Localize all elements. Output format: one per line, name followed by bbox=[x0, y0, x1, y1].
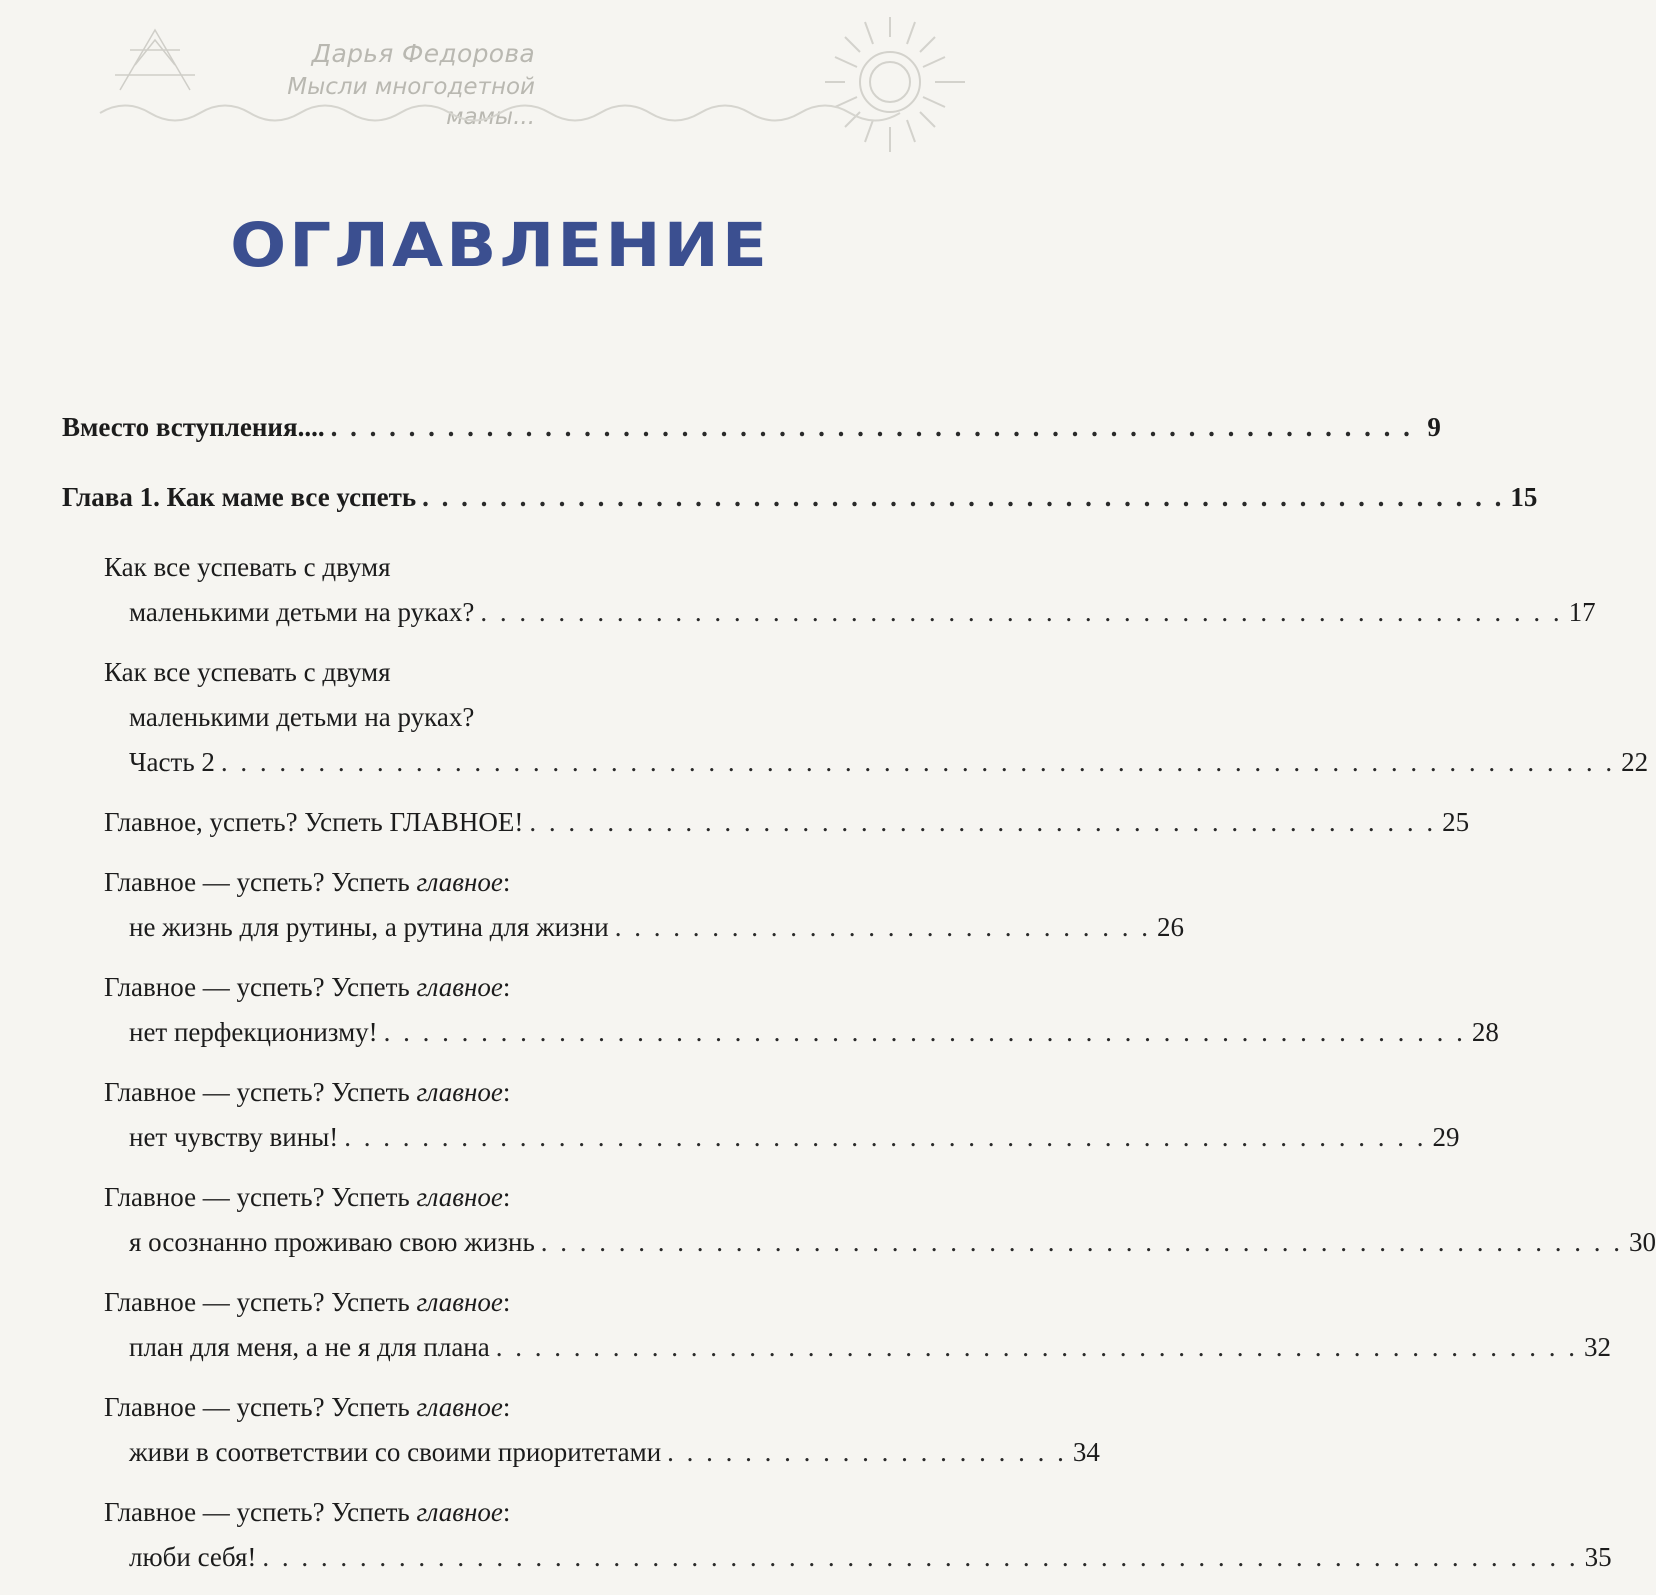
page-number: 29 bbox=[1432, 1122, 1460, 1152]
title-emphasis: главное bbox=[416, 1497, 503, 1527]
title-prefix: Главное — успеть? Успеть bbox=[104, 1287, 417, 1317]
entry-title-last-line: живи в соответствии со своими приоритетами bbox=[129, 1437, 662, 1467]
entry-title-last-line: план для меня, а не я для плана bbox=[129, 1332, 490, 1362]
entry-title-line bbox=[104, 1280, 877, 1325]
dot-leader: . . . . . . . . . . . . . . . . . . . . . . . . . . . . . . . . . . . . . . . . . . . . . . . . . . . . . . . . bbox=[540, 1227, 1624, 1257]
entry-title-last-line: не жизнь для рутины, а рутина для жизни bbox=[129, 912, 609, 942]
dot-leader: . . . . . . . . . . . . . . . . . . . . . . . . . . . . . . . . . . . . . . . . . . . . . . . . . . . . . . . . bbox=[344, 1122, 1427, 1152]
toc-section-entry[interactable] bbox=[62, 1385, 1100, 1475]
entry-title-last-line: нет перфекционизму! bbox=[129, 1017, 378, 1047]
entry-title-line: маленькими детьми на руках? bbox=[129, 702, 475, 732]
toc-section-entry[interactable] bbox=[62, 650, 1649, 785]
title-prefix: Главное — успеть? Успеть bbox=[104, 867, 417, 897]
toc-chapter-entry[interactable] bbox=[62, 405, 1441, 450]
entry-title: Вместо вступления.... bbox=[62, 412, 325, 442]
page-number: 9 bbox=[1427, 412, 1441, 442]
dot-leader: . . . . . . . . . . . . . . . . . . . . . . . . . . . . . . . . . . . . . . . . . . . . . . . . . . . . . . . . bbox=[422, 482, 1505, 512]
page-number: 25 bbox=[1442, 807, 1470, 837]
title-suffix: : bbox=[502, 1392, 511, 1422]
entry-title-line bbox=[104, 860, 877, 905]
entry-title-last-line: люби себя! bbox=[129, 1542, 257, 1572]
title-prefix: Главное — успеть? Успеть bbox=[104, 972, 417, 1002]
entry-title: Глава 1. Как маме все успеть bbox=[62, 482, 417, 512]
dot-leader: . . . . . . . . . . . . . . . . . . . . . . . . . . . . . . . . . . . . . . . . . . . . . . . bbox=[529, 807, 1437, 837]
dot-leader: . . . . . . . . . . . . . . . . . . . . . . . . . . . . bbox=[614, 912, 1151, 942]
dot-leader: . . . . . . . . . . . . . . . . . . . . . . . . . . . . . . . . . . . . . . . . . . . . . . . . . . . . . . . . bbox=[383, 1017, 1466, 1047]
title-emphasis: главное bbox=[416, 972, 503, 1002]
title-emphasis: главное bbox=[416, 1077, 503, 1107]
page-title: ОГЛАВЛЕНИЕ bbox=[230, 210, 770, 281]
title-emphasis: главное bbox=[416, 1182, 503, 1212]
entry-title-line bbox=[104, 965, 877, 1010]
header-book-title: Мысли многодетной мамы... bbox=[287, 74, 535, 130]
page-number: 30 bbox=[1629, 1227, 1656, 1257]
entry-title-last-line: нет чувству вины! bbox=[129, 1122, 339, 1152]
toc-chapter-entry[interactable] bbox=[62, 475, 1538, 520]
title-suffix: : bbox=[502, 1497, 511, 1527]
toc-section-entry[interactable] bbox=[62, 800, 1470, 845]
table-of-contents bbox=[62, 405, 1656, 1595]
dot-leader: . . . . . . . . . . . . . . . . . . . . . . . . . . . . . . . . . . . . . . . . . . . . . . . . . . . . . . . . bbox=[495, 1332, 1578, 1362]
sun-ornament-icon bbox=[805, 12, 980, 162]
title-prefix: Главное — успеть? Успеть bbox=[104, 1497, 417, 1527]
page-number: 17 bbox=[1568, 597, 1596, 627]
entry-title-line bbox=[104, 1490, 877, 1535]
title-emphasis: главное bbox=[416, 1287, 503, 1317]
toc-section-entry[interactable] bbox=[62, 545, 1596, 635]
entry-title-last-line: маленькими детьми на руках? bbox=[129, 597, 475, 627]
entry-title: Главное, успеть? Успеть ГЛАВНОЕ! bbox=[104, 807, 524, 837]
page-number: 22 bbox=[1621, 747, 1649, 777]
header-author: Дарья Федорова bbox=[311, 39, 535, 68]
entry-title-line bbox=[104, 1385, 877, 1430]
entry-title-line bbox=[104, 1175, 877, 1220]
title-emphasis: главное bbox=[416, 867, 503, 897]
entry-title-line: Как все успевать с двумя bbox=[104, 657, 391, 687]
title-prefix: Главное — успеть? Успеть bbox=[104, 1392, 417, 1422]
dot-leader: . . . . . . . . . . . . . . . . . . . . . bbox=[667, 1437, 1067, 1467]
title-suffix: : bbox=[502, 1287, 511, 1317]
page-number: 32 bbox=[1583, 1332, 1611, 1362]
toc-section-entry[interactable] bbox=[62, 965, 1499, 1055]
wave-divider bbox=[100, 98, 900, 128]
entry-title-line bbox=[104, 1070, 877, 1115]
toc-section-entry[interactable] bbox=[62, 1490, 1612, 1580]
title-suffix: : bbox=[502, 972, 511, 1002]
page-number: 34 bbox=[1072, 1437, 1100, 1467]
title-suffix: : bbox=[502, 1077, 511, 1107]
page-number: 15 bbox=[1510, 482, 1538, 512]
title-suffix: : bbox=[502, 1182, 511, 1212]
entry-title-last-line: Часть 2 bbox=[129, 747, 215, 777]
toc-section-entry[interactable] bbox=[62, 1175, 1656, 1265]
dot-leader: . . . . . . . . . . . . . . . . . . . . . . . . . . . . . . . . . . . . . . . . . . . . . . . . . . . . . . . . . . . . . . . . . . . . bbox=[262, 1542, 1579, 1572]
toc-section-entry[interactable] bbox=[62, 1280, 1611, 1370]
page-number: 28 bbox=[1471, 1017, 1499, 1047]
entry-title-last-line: я осознанно проживаю свою жизнь bbox=[129, 1227, 535, 1257]
title-prefix: Главное — успеть? Успеть bbox=[104, 1182, 417, 1212]
title-prefix: Главное — успеть? Успеть bbox=[104, 1077, 417, 1107]
corner-ornament-icon bbox=[110, 20, 200, 100]
dot-leader: . . . . . . . . . . . . . . . . . . . . . . . . . . . . . . . . . . . . . . . . . . . . . . . . . . . . . . . . bbox=[480, 597, 1563, 627]
toc-section-entry[interactable] bbox=[62, 860, 1184, 950]
dot-leader: . . . . . . . . . . . . . . . . . . . . . . . . . . . . . . . . . . . . . . . . . . . . . . . . . . . . . . . . bbox=[330, 412, 1413, 442]
entry-title-line: Как все успевать с двумя bbox=[104, 552, 391, 582]
title-suffix: : bbox=[502, 867, 511, 897]
title-emphasis: главное bbox=[416, 1392, 503, 1422]
page-number: 35 bbox=[1584, 1542, 1612, 1572]
page-number: 26 bbox=[1156, 912, 1184, 942]
dot-leader: . . . . . . . . . . . . . . . . . . . . . . . . . . . . . . . . . . . . . . . . . . . . . . . . . . . . . . . . . . . . . . . . . . . . . . . . bbox=[220, 747, 1616, 777]
toc-section-entry[interactable] bbox=[62, 1070, 1460, 1160]
